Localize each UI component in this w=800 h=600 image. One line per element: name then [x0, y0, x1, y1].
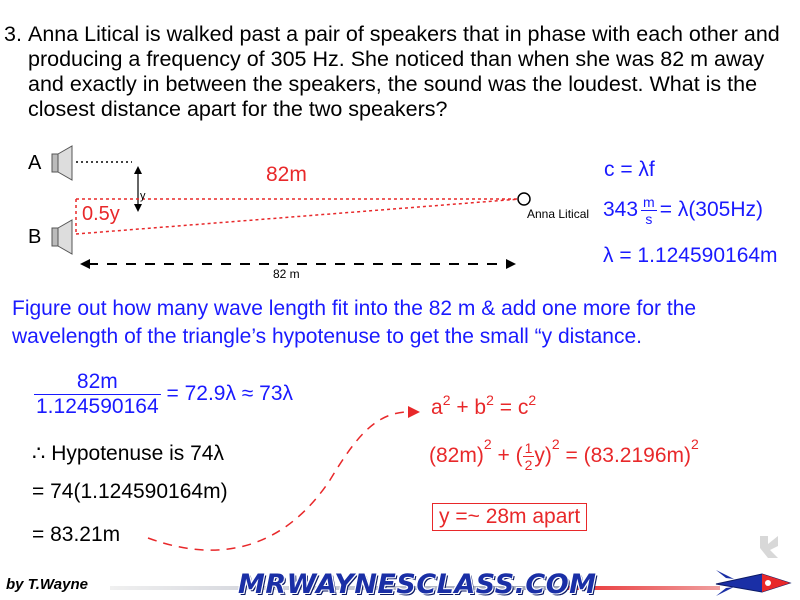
corner-mark-icon — [758, 534, 780, 560]
listener-icon — [518, 193, 530, 205]
pythagorean-theorem: $a^2 + b^2 = c^2$ — [431, 392, 537, 419]
wavelength-result: λ = 1.124590164m — [603, 244, 778, 267]
hypotenuse-result: = 83.21m — [32, 523, 121, 546]
listener-label: Anna Litical — [527, 207, 590, 221]
speed-unit: $\frac{m}{s}$ — [643, 194, 655, 227]
author-credit: by T.Wayne — [6, 576, 88, 593]
question — [4, 22, 794, 122]
half-fraction: $\frac{1}{2}$ — [524, 440, 533, 473]
hypotenuse-line — [76, 199, 520, 234]
count-result: = 72.9λ ≈ 73λ — [166, 382, 294, 406]
pythagorean-substitution: $(82m)^2$ + ( $\frac{1}{2}$ $y)^2 = (83.2196m)^2$ — [429, 436, 699, 473]
speed-equation — [603, 194, 763, 227]
label-a: A — [28, 152, 42, 174]
brand-logo: MRWAYNESCLASS.COM — [238, 569, 597, 600]
distance-red-label: 82m — [266, 163, 307, 186]
distance-bottom-label: 82 m — [273, 267, 300, 281]
question-number: 3. — [4, 22, 22, 46]
hypotenuse-calc: = 74(1.124590164m) — [32, 480, 228, 503]
rocket-icon — [712, 568, 794, 598]
question-text: Anna Litical is walked past a pair of speakers that in phase with each other and producing a frequency of 305 Hz. She noticed than when she was 82 m away and exactly in between the speakers, the sound was the loudest. What is the closest distance apart for the two speakers? — [28, 22, 780, 121]
instruction-text: Figure out how many wave length fit into the 82 m & add one more for the wavelength of the triangle’s hypotenuse to get the small “y distance. — [12, 297, 697, 348]
count-fraction: $\frac{82m}{1.124590164}$ — [36, 370, 159, 418]
label-b: B — [28, 226, 42, 248]
hypotenuse-line-text: ∴ Hypotenuse is 74λ — [32, 442, 224, 465]
half-y-label: 0.5y — [82, 203, 120, 225]
connector-curve — [0, 390, 800, 570]
speed-value: 343 — [603, 198, 639, 222]
y-label: y — [140, 190, 146, 202]
answer-box: y =~ 28m apart — [432, 503, 587, 531]
wave-equation: c = λf — [604, 158, 655, 181]
speaker-a-icon — [52, 146, 72, 180]
speaker-b-icon — [52, 220, 72, 254]
speed-rest: = λ(305Hz) — [659, 198, 764, 222]
